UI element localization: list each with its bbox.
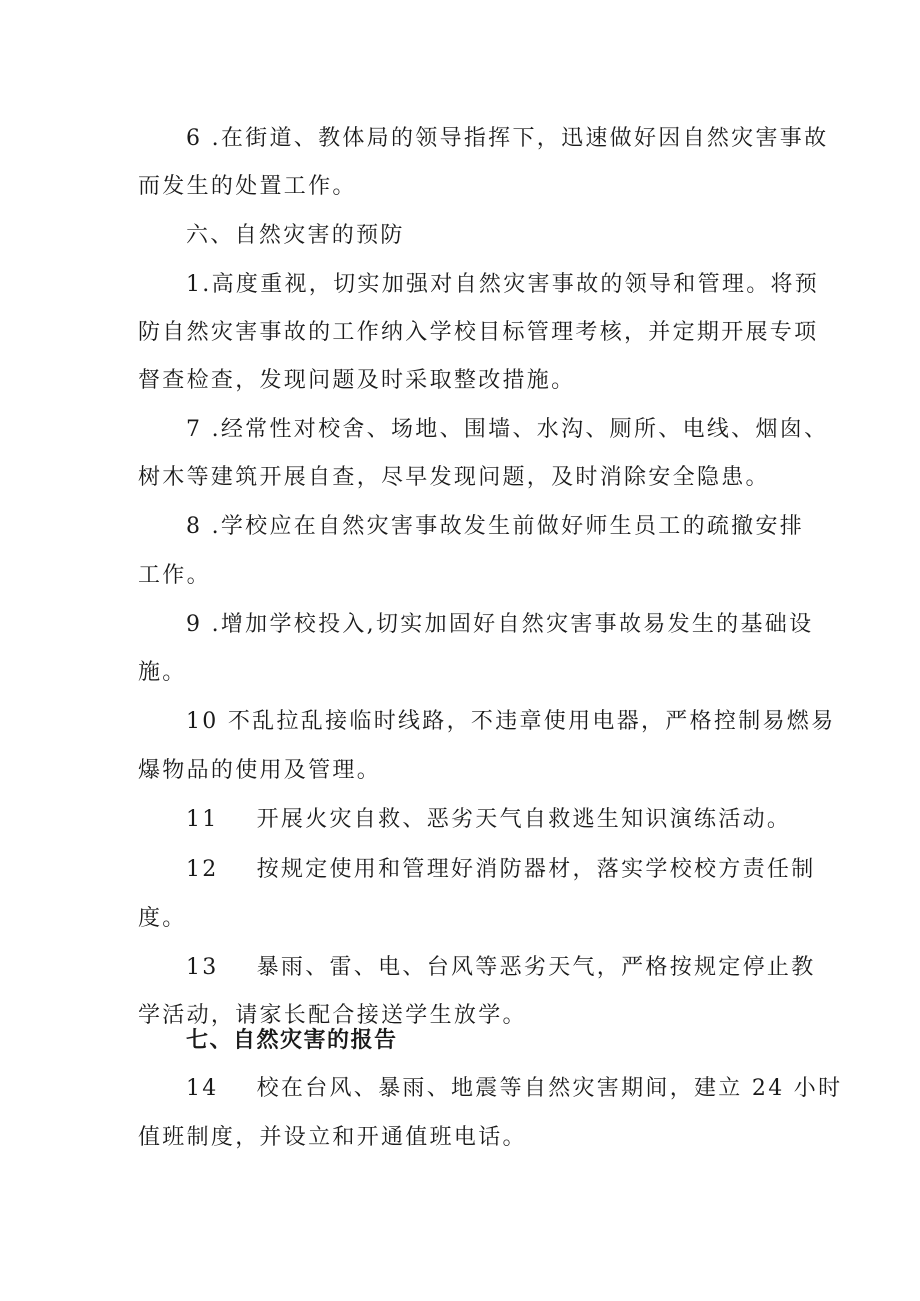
paragraph-14-line-1 (186, 1074, 842, 1104)
paragraph-8-line-2: 工作。 (138, 563, 211, 588)
paragraph-12-line-1 (186, 855, 816, 885)
section-7-heading: 七、自然灾害的报告 (186, 1028, 398, 1053)
paragraph-7-line-2: 树木等建筑开展自查，尽早发现问题，及时消除安全隐患。 (138, 465, 770, 490)
section-6-heading: 六、自然灾害的预防 (186, 223, 405, 248)
paragraph-12-line-2: 度。 (138, 906, 187, 931)
paragraph-6-line-1: 6 .在街道、教体局的领导指挥下，迅速做好因自然灾害事故 (186, 126, 829, 151)
paragraph-13-line-2: 学活动，请家长配合接送学生放学。 (138, 1003, 527, 1028)
paragraph-10-line-1: 10 不乱拉乱接临时线路，不违章使用电器，严格控制易燃易 (186, 709, 836, 734)
paragraph-13-text: 暴雨、雷、电、台风等恶劣天气，严格按规定停止教 (256, 955, 816, 980)
paragraph-11-number: 11 (186, 807, 219, 832)
paragraph-9-line-1: 9 .增加学校投入,切实加固好自然灾害事故易发生的基础设 (186, 612, 814, 637)
paragraph-13-number: 13 (186, 955, 219, 980)
paragraph-11-line-1 (186, 805, 791, 835)
paragraph-14-number: 14 (186, 1076, 219, 1101)
paragraph-9-line-2: 施。 (138, 660, 187, 685)
paragraph-11-text: 开展火灾自救、恶劣天气自救逃生知识演练活动。 (256, 807, 792, 832)
paragraph-10-line-2: 爆物品的使用及管理。 (138, 758, 382, 783)
paragraph-13-line-1 (186, 953, 816, 983)
paragraph-12-text: 按规定使用和管理好消防器材，落实学校校方责任制 (256, 857, 816, 882)
paragraph-1-line-2: 防自然灾害事故的工作纳入学校目标管理考核，并定期开展专项 (138, 320, 819, 345)
paragraph-12-number: 12 (186, 857, 219, 882)
paragraph-8-line-1: 8 .学校应在自然灾害事故发生前做好师生员工的疏撤安排 (186, 514, 805, 539)
paragraph-1-line-3: 督查检查，发现问题及时采取整改措施。 (138, 368, 576, 393)
paragraph-7-line-1: 7 .经常性对校舍、场地、围墙、水沟、厕所、电线、烟囱、 (186, 417, 829, 442)
paragraph-14-line-2: 值班制度，并设立和开通值班电话。 (138, 1125, 527, 1150)
paragraph-1-line-1: 1.高度重视，切实加强对自然灾害事故的领导和管理。将预 (186, 272, 820, 297)
paragraph-6-line-2: 而发生的处置工作。 (138, 174, 357, 199)
paragraph-14-text: 校在台风、暴雨、地震等自然灾害期间，建立 24 小时 (256, 1076, 843, 1101)
